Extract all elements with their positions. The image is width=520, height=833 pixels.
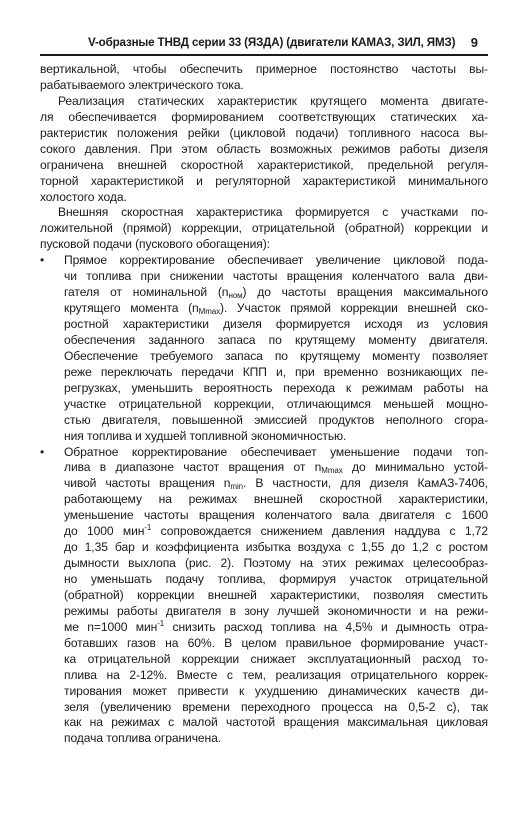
- text-line: чивой частоты вращения $n_{min}$. В частности, для дизеля КамАЗ-7406,: [64, 476, 488, 492]
- text-line: подача топлива ограничена.: [64, 731, 221, 746]
- text-line: участке отрицательной коррекции, отличающимся меньшей мощно-: [64, 396, 488, 411]
- text-line: режимы работы двигателя в зону лучшей экономичности и на режи-: [64, 603, 488, 618]
- text-line: ния топлива и худшей топливной экономичностью.: [64, 428, 347, 443]
- text-line: пусковой подачи (пускового обогащения):: [40, 237, 270, 252]
- text-line: ботавших газов на 60%. В целом правильное формирование участ-: [64, 635, 488, 650]
- text-line: вертикальной, чтобы обеспечить примерное постоянство частоты вы-: [40, 62, 488, 76]
- running-header: [40, 32, 488, 56]
- bullet-icon: •: [40, 253, 45, 268]
- text-line: ка отрицательной коррекции снижает эксплуатационный расход то-: [64, 651, 488, 666]
- text-line: сокого давления. При этом область возможных режимов работы дизеля: [40, 141, 488, 156]
- text-line: реже переключать передачи КПП и, при временно возникающих пе-: [64, 364, 488, 379]
- text-line: до 1000 мин$^{-1}$ сопровождается снижением давления наддува с 1,72: [64, 523, 488, 539]
- text-line: Прямое корректирование обеспечивает увеличение цикловой пода-: [64, 253, 488, 268]
- intro-paragraph: [40, 62, 488, 94]
- subscript: Mmax: [198, 307, 221, 317]
- page-body: [40, 56, 488, 747]
- text-line: ограничена внешней скоростной характеристикой, предельной регуля-: [40, 157, 488, 172]
- paragraph-static-characteristics: [40, 94, 488, 206]
- page-number: 9: [470, 35, 478, 50]
- text-line: как на режимах с малой частотой вращения максимальная цикловая: [64, 715, 488, 730]
- text-line: торной характеристикой и регуляторной характеристикой минимального: [40, 173, 488, 188]
- text-line: плива на 2-12%. Вместе с тем, реализация отрицательного коррек-: [64, 667, 488, 682]
- text-line: рабатываемого электрического тока.: [40, 77, 244, 92]
- text-line: гателя от номинальной $(n_{ном})$ до частоты вращения максимального: [64, 285, 488, 301]
- text-line: стью двигателя, повышенной эмиссией продуктов неполного сгора-: [64, 412, 488, 427]
- text-line: ростной характеристики дизеля формируется исходя из условия: [64, 317, 488, 331]
- text-line: Обратное корректирование обеспечивает уменьшение подачи топ-: [64, 444, 488, 459]
- text-line: Реализация статических характеристик крутящего момента двигате-: [58, 93, 488, 108]
- text-line: обеспечения заданного запаса по крутящему моменту двигателя.: [64, 332, 488, 347]
- book-page: [40, 32, 488, 747]
- bullet-item-negative-correction: [40, 445, 488, 748]
- bullet-item-positive-correction: [40, 253, 488, 444]
- text-line: уменьшение частоты вращения коленчатого вала двигателя с 1600: [64, 508, 488, 523]
- superscript: -1: [157, 618, 165, 628]
- text-line: (обратной) коррекции внешней характеристики, позволяя сместить: [64, 587, 488, 602]
- text-line: ме n=1000 мин$^{-1}$ снизить расход топлива на 4,5% и дымность отра-: [64, 618, 488, 634]
- text-line: зеля (увеличению времени переходного процесса на 0,5-2 с), так: [64, 699, 488, 714]
- text-line: тирования может привести к ухудшению динамических качеств ди-: [64, 683, 488, 698]
- subscript: ном: [228, 291, 243, 301]
- text-line: чи топлива при снижении частоты вращения коленчатого вала дви-: [64, 269, 488, 284]
- text-line: лива в диапазоне частот вращения от $n_{Mmax}$ до минимально устой-: [64, 460, 488, 476]
- text-line: Внешняя скоростная характеристика формируется с участками по-: [58, 205, 488, 220]
- text-line: до 1,35 бар и коэффициента избытка воздуха с 1,55 до 1,2 с ростом: [64, 540, 488, 555]
- subscript: Mmax: [321, 466, 343, 476]
- text-line: но уменьшать подачу топлива, формируя участок отрицательной: [64, 572, 488, 586]
- text-line: крутящего момента $(n_{Mmax})$. Участок прямой коррекции внешней ско-: [64, 301, 489, 317]
- text-line: рактеристик положения рейки (цикловой подачи) топливного насоса вы-: [40, 125, 488, 140]
- subscript: min: [230, 482, 243, 492]
- text-line: работающему на режимах внешней скоростной характеристики,: [64, 492, 488, 507]
- text-line: холостого хода.: [40, 189, 127, 204]
- text-line: ложительной (прямой) коррекции, отрицательной (обратной) коррекции и: [40, 221, 488, 236]
- header-title: V-образные ТНВД серии 33 (ЯЗДА) (двигатели КАМАЗ, ЗИЛ, ЯМЗ): [88, 36, 456, 49]
- text-line: дымности выхлопа (рис. 2). Поэтому на этих режимах целесообраз-: [64, 556, 488, 571]
- paragraph-external-characteristic: [40, 205, 488, 253]
- bullet-icon: •: [40, 444, 45, 459]
- text-line: Обеспечение требуемого запаса по крутящему моменту позволяет: [64, 348, 488, 363]
- superscript: -1: [144, 523, 152, 533]
- text-line: регрузках, уменьшить вероятность перехода к режимам работы на: [64, 380, 488, 395]
- text-line: ля обеспечивается формированием соответствующих статических ха-: [40, 109, 488, 124]
